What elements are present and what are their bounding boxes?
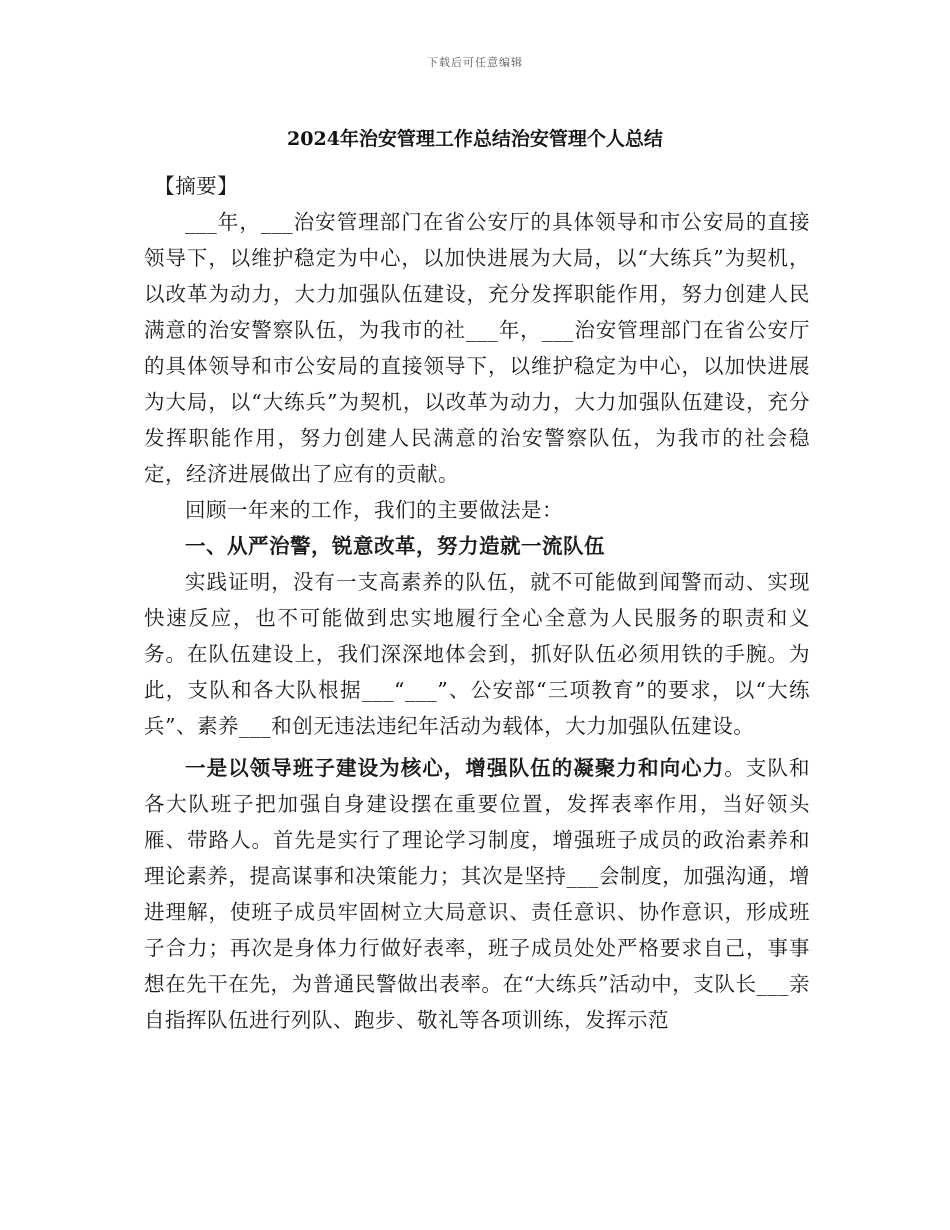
paragraph-practice: 实践证明，没有一支高素养的队伍，就不可能做到闻警而动、实现快速反应，也不可能做到忠实地履行全心全意为人民服务的职责和义务。在队伍建设上，我们深深地体会到，抓好队伍必须用铁的手腕。为此，支队和各大队根据___“___”、公安部“三项教育”的要求，以“大练兵”、素养___和创无违法违纪年活动为载体，大力加强队伍建设。 — [144, 570, 810, 738]
paragraph-review: 回顾一年来的工作，我们的主要做法是： — [185, 498, 563, 522]
document-title: 2024年治安管理工作总结治安管理个人总结 — [287, 128, 663, 150]
document-body — [144, 168, 810, 1038]
section-heading-1: 一、从严治警，锐意改革，努力造就一流队伍 — [185, 534, 605, 558]
header-note: 下载后可任意编辑 — [427, 56, 523, 69]
paragraph-leadership-body: 。支队和各大队班子把加强自身建设摆在重要位置，发挥表率作用，当好领头雁、带路人。首先是实行了理论学习制度，增强班子成员的政治素养和理论素养，提高谋事和决策能力；其次是坚持___会制度，加强沟通，增进理解，使班子成员牢固树立大局意识、责任意识、协作意识，形成班子合力；再次是身体力行做好表率，班子成员处处严格要求自己，事事想在先干在先，为普通民警做出表率。在“大练兵”活动中，支队长___亲自指挥队伍进行列队、跑步、敬礼等各项训练，发挥示范 — [144, 756, 811, 1032]
paragraph-leadership-lead: 一是以领导班子建设为核心，增强队伍的凝聚力和向心力 — [185, 756, 725, 780]
paragraph-intro: ___年，___治安管理部门在省公安厅的具体领导和市公安局的直接领导下，以维护稳定为中心，以加快进展为大局，以“大练兵”为契机，以改革为动力，大力加强队伍建设，充分发挥职能作用，努力创建人民满意的治安警察队伍，为我市的社___年，___治安管理部门在省公安厅的具体领导和市公安局的直接领导下，以维护稳定为中心，以加快进展为大局，以“大练兵”为契机，以改革为动力，大力加强队伍建设，充分发挥职能作用，努力创建人民满意的治安警察队伍，为我市的社会稳定，经济进展做出了应有的贡献。 — [144, 210, 810, 486]
abstract-tag: 【摘要】 — [154, 174, 239, 198]
paragraph-leadership — [144, 750, 810, 1038]
